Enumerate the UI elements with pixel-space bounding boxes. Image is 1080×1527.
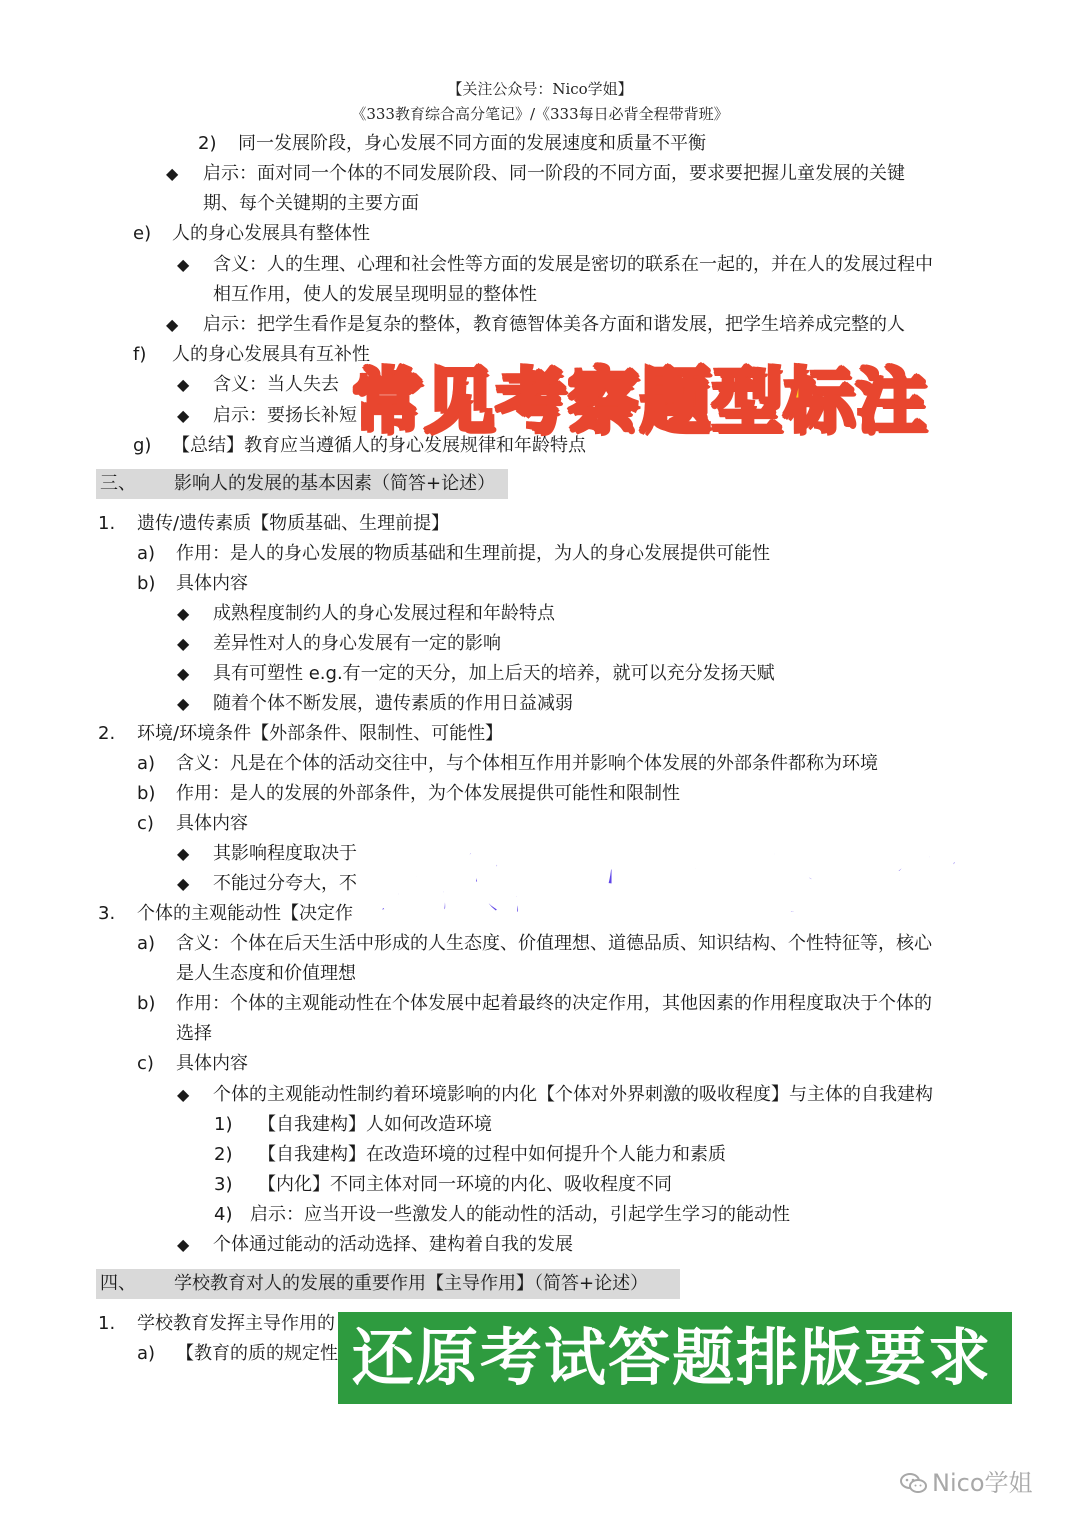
section-title: 影响人的发展的基本因素（简答+论述） (174, 473, 496, 494)
section-heading-4 (96, 1269, 680, 1299)
diamond-bullet-icon: ◆ (177, 1085, 190, 1104)
text-line: 启示：面对同一个体的不同发展阶段、同一阶段的不同方面，要求要把握儿童发展的关键 (203, 163, 905, 184)
diamond-bullet-icon: ◆ (166, 164, 179, 183)
diamond-bullet-icon: ◆ (177, 664, 190, 683)
item-marker: 2) (198, 133, 217, 154)
text-line: 作用：个体的主观能动性在个体发展中起着最终的决定作用，其他因素的作用程度取决于个体的 (176, 993, 932, 1014)
text-line: 不能过分夸大，不 (213, 873, 357, 894)
item-marker: c) (137, 1053, 154, 1074)
text-line: 作用：是人的身心发展的物质基础和生理前提，为人的身心发展提供可能性 (176, 543, 770, 564)
text-line: 期、每个关键期的主要方面 (203, 193, 419, 214)
text-line: 具体内容 (176, 1053, 248, 1074)
section-number: 四、 (100, 1273, 136, 1294)
text-line: 人的身心发展具有整体性 (172, 223, 370, 244)
item-marker: c) (137, 813, 154, 834)
text-line: 具体内容 (176, 573, 248, 594)
diamond-bullet-icon: ◆ (177, 1235, 190, 1254)
text-line: 成熟程度制约人的身心发展过程和年龄特点 (213, 603, 555, 624)
diamond-bullet-icon: ◆ (177, 874, 190, 893)
item-marker: b) (137, 573, 156, 594)
item-marker: b) (137, 993, 156, 1014)
diamond-bullet-icon: ◆ (177, 634, 190, 653)
text-line: 启示：要扬长补短 (213, 405, 357, 426)
text-line: 选择 (176, 1023, 212, 1044)
diamond-bullet-icon: ◆ (166, 315, 179, 334)
header-line-2: 《333教育综合高分笔记》/《333每日必背全程带背班》 (351, 105, 729, 123)
item-marker: g) (133, 435, 152, 456)
text-line: 个体的主观能动性【决定作 (137, 903, 353, 924)
text-line: 具有可塑性 e.g.有一定的天分，加上后天的培养，就可以充分发扬天赋 (213, 663, 775, 684)
text-line: 启示：应当开设一些激发人的能动性的活动，引起学生学习的能动性 (250, 1204, 790, 1225)
watermark (900, 1463, 1033, 1498)
item-marker: 1. (98, 1313, 116, 1334)
item-marker: b) (137, 783, 156, 804)
item-marker: a) (137, 753, 156, 774)
text-line: 【自我建构】人如何改造环境 (258, 1114, 492, 1135)
item-marker: e) (133, 223, 152, 244)
text-line: 同一发展阶段，身心发展不同方面的发展速度和质量不平衡 (238, 133, 706, 154)
diamond-bullet-icon: ◆ (177, 255, 190, 274)
item-marker: a) (137, 1343, 156, 1364)
diamond-bullet-icon: ◆ (177, 604, 190, 623)
item-marker: a) (137, 933, 156, 954)
text-line: 差异性对人的身心发展有一定的影响 (213, 633, 501, 654)
text-line: 启示：把学生看作是复杂的整体，教育德智体美各方面和谐发展，把学生培养成完整的人 (203, 314, 905, 335)
text-line: 是人生态度和价值理想 (176, 963, 356, 984)
wechat-icon (900, 1472, 928, 1494)
text-line: 含义：人的生理、心理和社会性等方面的发展是密切的联系在一起的，并在人的发展过程中 (213, 254, 933, 275)
item-marker: 1. (98, 513, 116, 534)
text-line: 含义：个体在后天生活中形成的人生态度、价值理想、道德品质、知识结构、个性特征等，核心 (176, 933, 932, 954)
text-line: 【自我建构】在改造环境的过程中如何提升个人能力和素质 (258, 1144, 726, 1165)
text-line: 具体内容 (176, 813, 248, 834)
item-marker: 2) (214, 1144, 233, 1165)
text-line: 个体通过能动的活动选择、建构着自我的发展 (213, 1234, 573, 1255)
item-marker: 4) (214, 1204, 233, 1225)
text-line: 人的身心发展具有互补性 (172, 344, 370, 365)
header-line-1: 【关注公众号：Nico学姐】 (447, 80, 633, 98)
item-marker: 3) (214, 1174, 233, 1195)
text-line: 含义：当人失去 (213, 374, 339, 395)
text-line: 遗传/遗传素质【物质基础、生理前提】 (137, 513, 450, 534)
section-number: 三、 (100, 473, 136, 494)
text-line: 学校教育发挥主导作用的 (137, 1313, 335, 1334)
diamond-bullet-icon: ◆ (177, 406, 190, 425)
text-line: 随着个体不断发展，遗传素质的作用日益减弱 (213, 693, 573, 714)
banner-clear-structure: 层次清晰 得分点完整 (362, 844, 1037, 926)
text-line: 【教育的质的规定性 (176, 1343, 338, 1364)
item-marker: 3. (98, 903, 116, 924)
item-marker: 1) (214, 1114, 233, 1135)
diamond-bullet-icon: ◆ (177, 694, 190, 713)
diamond-bullet-icon: ◆ (177, 375, 190, 394)
banner-question-types: 常见考察题型标注 (352, 360, 928, 442)
item-marker: a) (137, 543, 156, 564)
text-line: 环境/环境条件【外部条件、限制性、可能性】 (137, 723, 504, 744)
text-line: 个体的主观能动性制约着环境影响的内化【个体对外界刺激的吸收程度】与主体的自我建构 (213, 1084, 933, 1105)
text-line: 【内化】不同主体对同一环境的内化、吸收程度不同 (258, 1174, 672, 1195)
watermark-text: Nico学姐 (932, 1469, 1033, 1497)
text-line: 相互作用，使人的发展呈现明显的整体性 (213, 284, 537, 305)
text-line: 【总结】教育应当遵循人的身心发展规律和年龄特点 (172, 435, 586, 456)
item-marker: 2. (98, 723, 116, 744)
text-line: 作用：是人的发展的外部条件，为个体发展提供可能性和限制性 (176, 783, 680, 804)
section-title: 学校教育对人的发展的重要作用【主导作用】（简答+论述） (174, 1273, 649, 1294)
text-line: 含义：凡是在个体的活动交往中，与个体相互作用并影响个体发展的外部条件都称为环境 (176, 753, 878, 774)
diamond-bullet-icon: ◆ (177, 844, 190, 863)
banner-exam-format: 还原考试答题排版要求 (352, 1321, 993, 1394)
item-marker: f) (133, 344, 147, 365)
section-heading-3 (96, 469, 508, 499)
text-line: 其影响程度取决于 (213, 843, 357, 864)
